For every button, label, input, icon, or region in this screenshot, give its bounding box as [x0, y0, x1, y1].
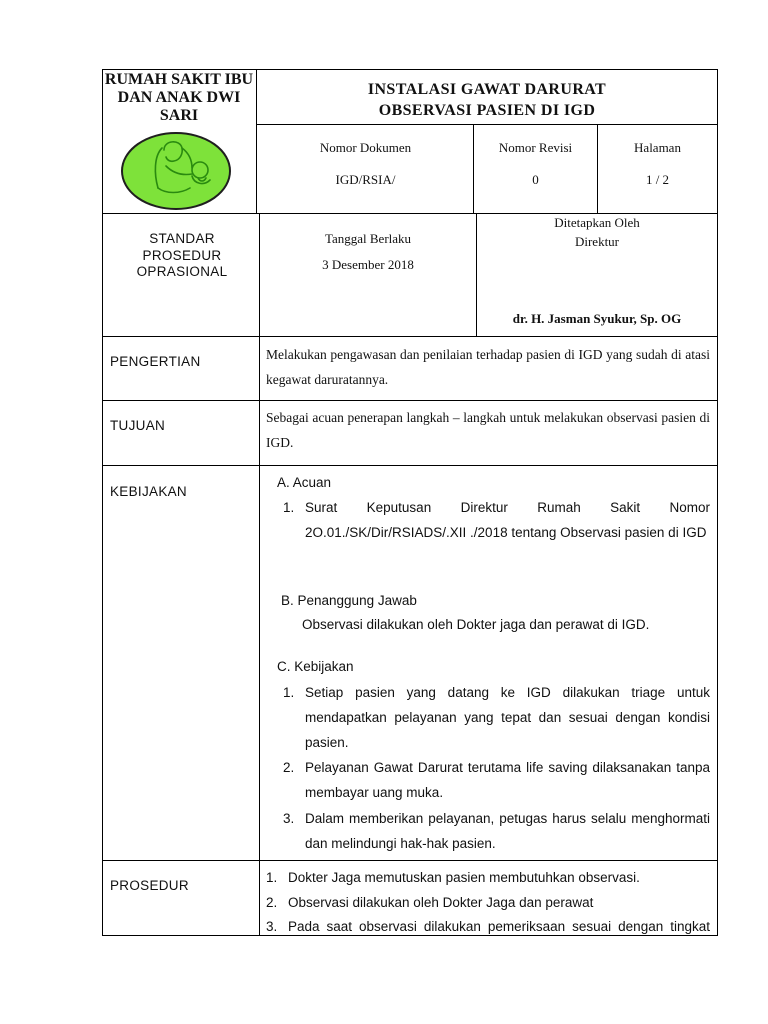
kebijakan-c-item3: Dalam memberikan pelayanan, petugas harus selalu menghormati dan melindungi hak-hak pasien.	[305, 811, 710, 851]
hospital-name: RUMAH SAKIT IBU DAN ANAK DWI SARI	[104, 71, 254, 124]
header-bottom-border	[102, 213, 718, 214]
approved-by-label: Ditetapkan Oleh	[554, 215, 640, 230]
mother-child-icon	[120, 130, 232, 210]
kebijakan-a-item1: Surat Keputusan Direktur Rumah Sakit Nomor 2O.01./SK/Dir/RSIADS/.XII ./2018 tentang Observasi pasien di IGD	[305, 500, 710, 540]
revision-label: Nomor Revisi	[498, 140, 573, 155]
hospital-logo	[120, 130, 232, 210]
approver-title: Direktur	[574, 234, 620, 249]
prosedur-item2: Observasi dilakukan oleh Dokter Jaga dan perawat	[288, 895, 594, 910]
pengertian-text: Melakukan pengawasan dan penilaian terhadap pasien di IGD yang sudah di atasi kegawat daruratannya.	[266, 347, 710, 387]
prosedur-item1: Dokter Jaga memutuskan pasien membutuhkan observasi.	[288, 870, 640, 885]
kebijakan-section-c-title: C. Kebijakan	[277, 659, 354, 674]
revision-value: 0	[532, 172, 539, 187]
pengertian-label: PENGERTIAN	[110, 354, 201, 369]
kebijakan-a-item1-number: 1.	[283, 500, 295, 515]
kebijakan-bottom-border	[102, 860, 718, 861]
header-divider	[256, 69, 257, 214]
tujuan-text: Sebagai acuan penerapan langkah – langkah untuk melakukan observasi pasien di IGD.	[266, 410, 710, 450]
doc-number-label: Nomor Dokumen	[319, 140, 412, 155]
kebijakan-c-item3-number: 3.	[283, 811, 295, 826]
prosedur-item2-number: 2.	[266, 895, 278, 910]
kebijakan-section-a-title: A. Acuan	[277, 475, 332, 490]
meta-divider-1	[473, 124, 474, 214]
doc-number-value: IGD/RSIA/	[335, 172, 396, 187]
pengertian-bottom-border	[102, 400, 718, 401]
kebijakan-c-item1: Setiap pasien yang datang ke IGD dilakukan triage untuk mendapatkan pelayanan yang tepat dan sesuai dengan kondisi pasien.	[305, 685, 710, 750]
effective-date-value: 3 Desember 2018	[322, 257, 414, 272]
title-bottom-border	[256, 124, 718, 125]
tujuan-bottom-border	[102, 465, 718, 466]
kebijakan-c-item1-number: 1.	[283, 685, 295, 700]
prosedur-divider	[259, 860, 260, 936]
prosedur-item3: Pada saat observasi dilakukan pemeriksaan sesuai dengan tingkat	[288, 919, 710, 934]
prosedur-item1-number: 1.	[266, 870, 278, 885]
kebijakan-label: KEBIJAKAN	[110, 484, 187, 499]
kebijakan-section-b-title: B. Penanggung Jawab	[281, 593, 417, 608]
effective-date-label: Tanggal Berlaku	[324, 231, 412, 246]
kebijakan-c-item2-number: 2.	[283, 760, 295, 775]
table-top-border	[102, 69, 718, 70]
sop-label: STANDAR PROSEDUR OPRASIONAL	[136, 231, 228, 279]
document-title-line1: INSTALASI GAWAT DARURAT	[367, 81, 607, 98]
prosedur-label: PROSEDUR	[110, 878, 189, 893]
meta-divider-2	[597, 124, 598, 214]
label-column-divider	[259, 213, 260, 866]
sop-bottom-border	[102, 336, 718, 337]
page-label: Halaman	[634, 140, 681, 155]
table-left-border	[102, 69, 103, 936]
kebijakan-section-b-text: Observasi dilakukan oleh Dokter jaga dan perawat di IGD.	[302, 617, 650, 632]
tujuan-label: TUJUAN	[110, 418, 166, 433]
document-title-line2: OBSERVASI PASIEN DI IGD	[378, 102, 596, 119]
signatory-name: dr. H. Jasman Syukur, Sp. OG	[512, 311, 682, 326]
page-value: 1 / 2	[645, 172, 670, 187]
prosedur-item3-number: 3.	[266, 919, 278, 934]
kebijakan-c-item2: Pelayanan Gawat Darurat terutama life saving dilaksanakan tanpa membayar uang muka.	[305, 760, 710, 800]
table-right-border	[717, 69, 718, 936]
